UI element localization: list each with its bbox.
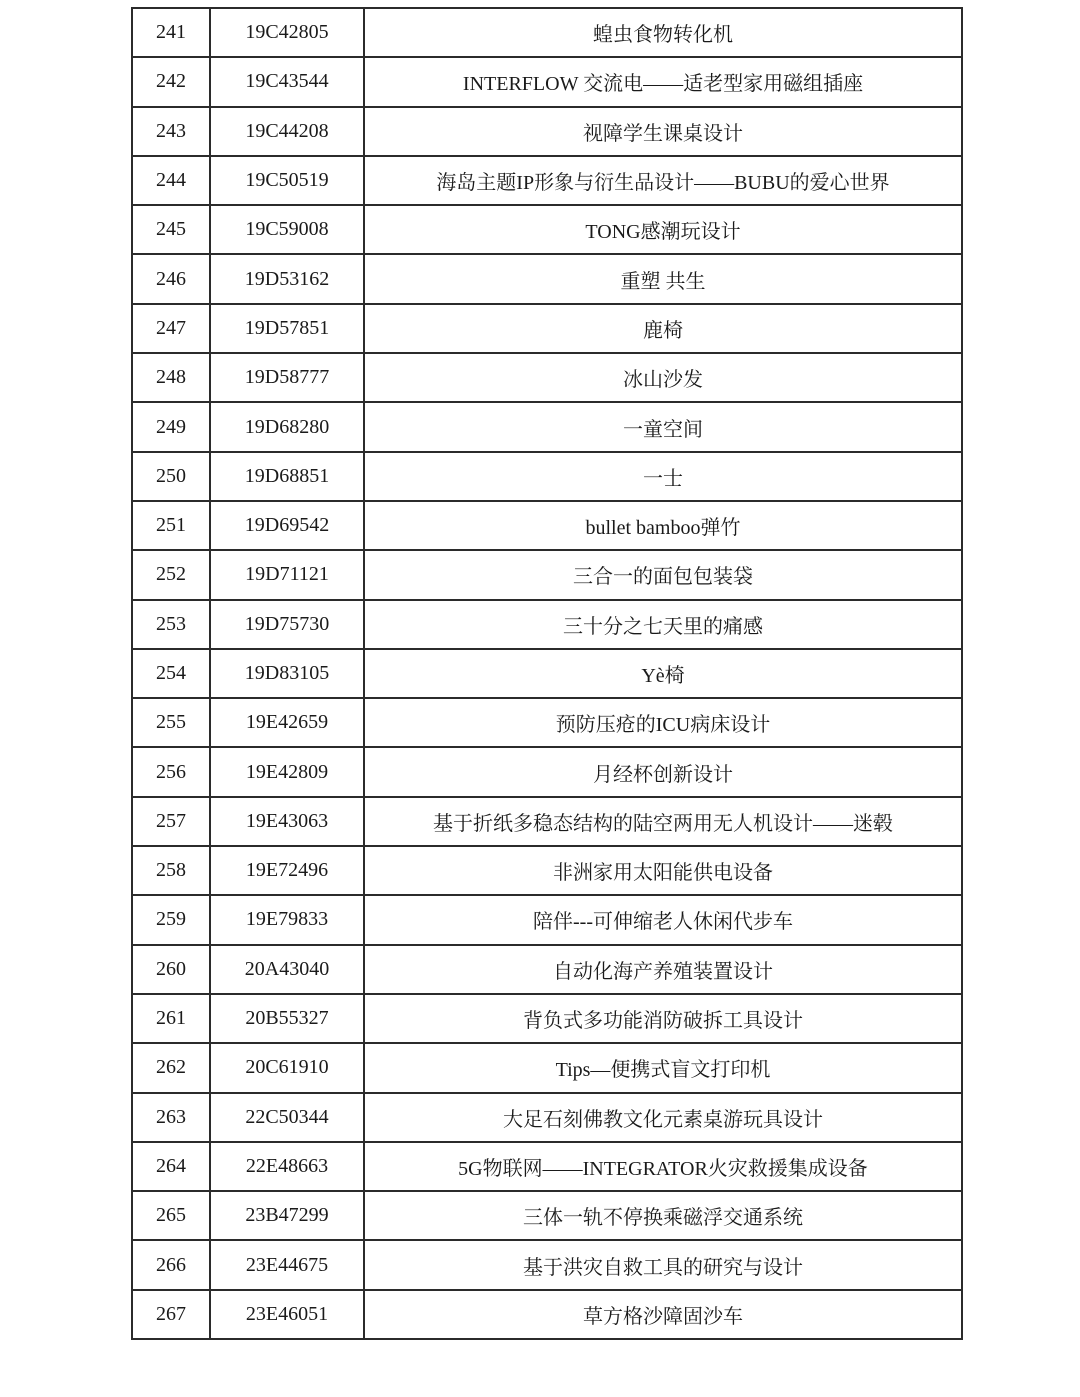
row-title-cell: 海岛主题IP形象与衍生品设计——BUBU的爱心世界 (364, 156, 962, 205)
row-title-cell: 基于洪灾自救工具的研究与设计 (364, 1240, 962, 1289)
table-row (132, 994, 962, 1043)
row-title-cell: 冰山沙发 (364, 353, 962, 402)
row-title-cell: 基于折纸多稳态结构的陆空两用无人机设计——迷毂 (364, 797, 962, 846)
row-code-cell: 19C50519 (210, 156, 364, 205)
table-row (132, 550, 962, 599)
row-code-cell: 19E42809 (210, 747, 364, 796)
table-row (132, 1093, 962, 1142)
table-row (132, 107, 962, 156)
table-row (132, 8, 962, 57)
table-row (132, 747, 962, 796)
row-code-cell: 19E42659 (210, 698, 364, 747)
table-row (132, 797, 962, 846)
row-index-cell: 253 (132, 600, 210, 649)
row-title-cell: Yè椅 (364, 649, 962, 698)
row-code-cell: 19D58777 (210, 353, 364, 402)
row-title-cell: 三十分之七天里的痛感 (364, 600, 962, 649)
row-code-cell: 19D53162 (210, 254, 364, 303)
row-title-cell: Tips—便携式盲文打印机 (364, 1043, 962, 1092)
row-code-cell: 19D71121 (210, 550, 364, 599)
row-index-cell: 266 (132, 1240, 210, 1289)
table-row (132, 353, 962, 402)
row-index-cell: 260 (132, 945, 210, 994)
row-title-cell: 三合一的面包包装袋 (364, 550, 962, 599)
table-row (132, 1043, 962, 1092)
row-title-cell: INTERFLOW 交流电——适老型家用磁组插座 (364, 57, 962, 106)
row-title-cell: 陪伴---可伸缩老人休闲代步车 (364, 895, 962, 944)
row-code-cell: 19C42805 (210, 8, 364, 57)
row-index-cell: 254 (132, 649, 210, 698)
table-row (132, 254, 962, 303)
row-title-cell: 重塑 共生 (364, 254, 962, 303)
row-title-cell: 预防压疮的ICU病床设计 (364, 698, 962, 747)
row-index-cell: 262 (132, 1043, 210, 1092)
row-title-cell: TONG感潮玩设计 (364, 205, 962, 254)
entries-table (131, 7, 963, 1340)
table-row (132, 1191, 962, 1240)
row-code-cell: 23E44675 (210, 1240, 364, 1289)
row-title-cell: 非洲家用太阳能供电设备 (364, 846, 962, 895)
row-index-cell: 248 (132, 353, 210, 402)
row-code-cell: 19D68280 (210, 402, 364, 451)
table-row (132, 600, 962, 649)
table-row (132, 1142, 962, 1191)
table-row (132, 402, 962, 451)
row-title-cell: 草方格沙障固沙车 (364, 1290, 962, 1339)
table-row (132, 1290, 962, 1339)
row-index-cell: 247 (132, 304, 210, 353)
row-index-cell: 251 (132, 501, 210, 550)
row-code-cell: 20C61910 (210, 1043, 364, 1092)
row-code-cell: 19C44208 (210, 107, 364, 156)
row-title-cell: 视障学生课桌设计 (364, 107, 962, 156)
table-row (132, 156, 962, 205)
row-index-cell: 257 (132, 797, 210, 846)
row-index-cell: 249 (132, 402, 210, 451)
row-title-cell: 三体一轨不停换乘磁浮交通系统 (364, 1191, 962, 1240)
table-row (132, 698, 962, 747)
row-title-cell: 5G物联网——INTEGRATOR火灾救援集成设备 (364, 1142, 962, 1191)
row-title-cell: 大足石刻佛教文化元素桌游玩具设计 (364, 1093, 962, 1142)
row-index-cell: 246 (132, 254, 210, 303)
row-index-cell: 258 (132, 846, 210, 895)
row-code-cell: 23B47299 (210, 1191, 364, 1240)
row-code-cell: 22C50344 (210, 1093, 364, 1142)
entries-table-body (132, 8, 962, 1339)
row-index-cell: 261 (132, 994, 210, 1043)
row-index-cell: 255 (132, 698, 210, 747)
table-row (132, 846, 962, 895)
row-index-cell: 243 (132, 107, 210, 156)
row-title-cell: 鹿椅 (364, 304, 962, 353)
row-index-cell: 241 (132, 8, 210, 57)
row-index-cell: 256 (132, 747, 210, 796)
row-title-cell: 一士 (364, 452, 962, 501)
row-index-cell: 244 (132, 156, 210, 205)
table-row (132, 945, 962, 994)
row-index-cell: 252 (132, 550, 210, 599)
row-index-cell: 245 (132, 205, 210, 254)
row-title-cell: 一童空间 (364, 402, 962, 451)
row-title-cell: 背负式多功能消防破拆工具设计 (364, 994, 962, 1043)
row-code-cell: 19D75730 (210, 600, 364, 649)
row-index-cell: 265 (132, 1191, 210, 1240)
table-row (132, 895, 962, 944)
row-code-cell: 19C43544 (210, 57, 364, 106)
row-title-cell: 蝗虫食物转化机 (364, 8, 962, 57)
row-code-cell: 19C59008 (210, 205, 364, 254)
row-title-cell: 月经杯创新设计 (364, 747, 962, 796)
table-row (132, 304, 962, 353)
row-code-cell: 19D57851 (210, 304, 364, 353)
table-row (132, 57, 962, 106)
row-index-cell: 259 (132, 895, 210, 944)
row-code-cell: 19E79833 (210, 895, 364, 944)
row-title-cell: bullet bamboo弹竹 (364, 501, 962, 550)
row-code-cell: 20B55327 (210, 994, 364, 1043)
row-code-cell: 19D69542 (210, 501, 364, 550)
row-index-cell: 267 (132, 1290, 210, 1339)
table-row (132, 452, 962, 501)
row-title-cell: 自动化海产养殖装置设计 (364, 945, 962, 994)
table-row (132, 205, 962, 254)
row-code-cell: 19E72496 (210, 846, 364, 895)
row-code-cell: 19E43063 (210, 797, 364, 846)
table-row (132, 1240, 962, 1289)
table-row (132, 649, 962, 698)
row-code-cell: 23E46051 (210, 1290, 364, 1339)
row-code-cell: 20A43040 (210, 945, 364, 994)
row-index-cell: 242 (132, 57, 210, 106)
row-index-cell: 264 (132, 1142, 210, 1191)
row-index-cell: 263 (132, 1093, 210, 1142)
row-code-cell: 22E48663 (210, 1142, 364, 1191)
row-code-cell: 19D83105 (210, 649, 364, 698)
row-index-cell: 250 (132, 452, 210, 501)
table-row (132, 501, 962, 550)
row-code-cell: 19D68851 (210, 452, 364, 501)
